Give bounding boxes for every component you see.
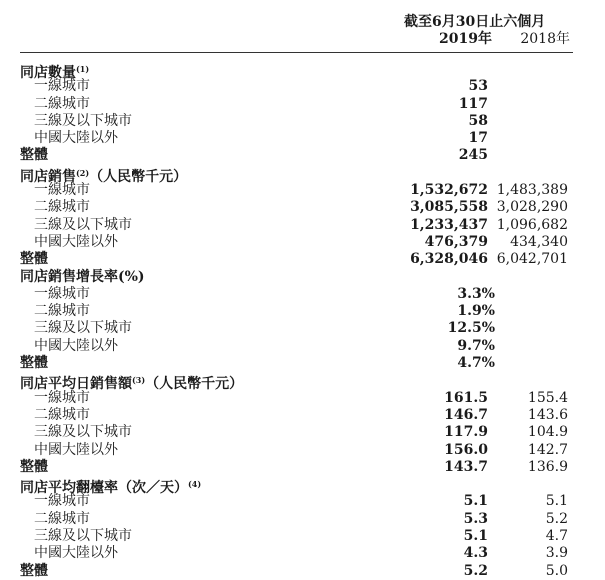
label-text: 同店數量 bbox=[20, 65, 76, 81]
label-text: 二線城市 bbox=[34, 510, 90, 527]
section-row bbox=[0, 372, 605, 393]
value-2019: 5.1 bbox=[463, 528, 488, 545]
label-text: 中國大陸以外 bbox=[34, 441, 118, 458]
label-text: 中國大陸以外 bbox=[34, 130, 118, 147]
row-label bbox=[20, 355, 48, 372]
label-text: 二線城市 bbox=[34, 95, 90, 112]
value-2018: 4.7 bbox=[545, 528, 568, 545]
row-label bbox=[34, 78, 90, 95]
row-label bbox=[34, 545, 118, 562]
table-header bbox=[0, 0, 605, 52]
value-2018: 155.4 bbox=[527, 389, 568, 406]
value-2019: 9.7% bbox=[457, 337, 495, 354]
total-row bbox=[0, 355, 605, 372]
row-label bbox=[34, 182, 90, 199]
row-label bbox=[34, 320, 132, 337]
value-2018: 6,042,701 bbox=[496, 251, 568, 268]
data-table bbox=[0, 61, 605, 580]
unit-text: （人民幣千元） bbox=[89, 168, 188, 185]
period-heading: 截至6月30日止六個月 bbox=[404, 14, 546, 30]
section-title bbox=[20, 269, 145, 286]
value-2019: 245 bbox=[458, 147, 488, 164]
table-row bbox=[0, 511, 605, 528]
value-2019: 17 bbox=[468, 130, 488, 147]
row-label bbox=[34, 303, 90, 320]
table-row bbox=[0, 424, 605, 441]
value-2019: 161.5 bbox=[444, 389, 488, 406]
label-text: 一線城市 bbox=[34, 78, 90, 95]
value-2019: 5.3 bbox=[463, 510, 488, 527]
table-row bbox=[0, 199, 605, 216]
value-2019: 476,379 bbox=[424, 233, 488, 250]
table-row bbox=[0, 234, 605, 251]
value-2019: 5.2 bbox=[463, 562, 488, 579]
value-2018: 104.9 bbox=[527, 424, 568, 441]
label-text: 三線及以下城市 bbox=[34, 216, 132, 233]
table-row bbox=[0, 78, 605, 95]
table-row bbox=[0, 528, 605, 545]
footnote-marker: (4) bbox=[188, 479, 202, 490]
total-row bbox=[0, 459, 605, 476]
section-row bbox=[0, 269, 605, 286]
unit-text: （人民幣千元） bbox=[145, 376, 244, 393]
value-2019: 12.5% bbox=[447, 320, 495, 337]
value-2019: 6,328,046 bbox=[410, 251, 488, 268]
label-text: 中國大陸以外 bbox=[34, 545, 118, 562]
table-row bbox=[0, 338, 605, 355]
value-2019: 143.7 bbox=[444, 458, 488, 475]
label-text: 整體 bbox=[20, 355, 48, 372]
label-text: 同店銷售增長率(%) bbox=[20, 268, 145, 285]
label-text: 整體 bbox=[20, 147, 48, 164]
value-2019: 4.7% bbox=[457, 355, 495, 372]
value-2018: 143.6 bbox=[527, 406, 568, 423]
table-row bbox=[0, 286, 605, 303]
label-text: 三線及以下城市 bbox=[34, 320, 132, 337]
value-2019: 1.9% bbox=[457, 303, 495, 320]
footnote-marker: (3) bbox=[132, 375, 146, 386]
value-2018: 3.9 bbox=[545, 545, 568, 562]
row-label bbox=[34, 199, 90, 216]
label-text: 整體 bbox=[20, 458, 48, 475]
label-text: 中國大陸以外 bbox=[34, 233, 118, 250]
row-label bbox=[34, 511, 90, 528]
row-label bbox=[34, 96, 90, 113]
row-label bbox=[34, 338, 118, 355]
value-2019: 1,532,672 bbox=[410, 182, 488, 199]
value-2019: 3,085,558 bbox=[410, 199, 488, 216]
label-text: 一線城市 bbox=[34, 285, 90, 302]
label-text: 二線城市 bbox=[34, 406, 90, 423]
table-row bbox=[0, 390, 605, 407]
label-text: 同店平均日銷售額 bbox=[20, 376, 132, 393]
table-row bbox=[0, 96, 605, 113]
row-label bbox=[34, 493, 90, 510]
label-text: 二線城市 bbox=[34, 199, 90, 216]
table-row bbox=[0, 130, 605, 147]
label-text: 三線及以下城市 bbox=[34, 424, 132, 441]
table-row bbox=[0, 407, 605, 424]
table-row bbox=[0, 442, 605, 459]
section-row bbox=[0, 476, 605, 497]
row-label bbox=[34, 217, 132, 234]
row-label bbox=[34, 390, 90, 407]
row-label bbox=[34, 113, 132, 130]
value-2018: 3,028,290 bbox=[496, 199, 568, 216]
row-label bbox=[20, 251, 48, 268]
row-label bbox=[34, 442, 118, 459]
column-2018-heading: 2018年 bbox=[520, 31, 570, 47]
table-row bbox=[0, 545, 605, 562]
value-2018: 5.2 bbox=[545, 510, 568, 527]
row-label bbox=[34, 424, 132, 441]
table-row bbox=[0, 320, 605, 337]
row-label bbox=[34, 528, 132, 545]
row-label bbox=[34, 407, 90, 424]
value-2019: 58 bbox=[468, 112, 488, 129]
value-2019: 117 bbox=[458, 95, 488, 112]
row-label bbox=[20, 459, 48, 476]
label-text: 一線城市 bbox=[34, 389, 90, 406]
total-row bbox=[0, 147, 605, 164]
value-2018: 142.7 bbox=[527, 441, 568, 458]
total-row bbox=[0, 251, 605, 268]
value-2018: 5.0 bbox=[545, 562, 568, 579]
value-2019: 5.1 bbox=[463, 493, 488, 510]
value-2019: 4.3 bbox=[463, 545, 488, 562]
value-2018: 5.1 bbox=[545, 493, 568, 510]
footnote-marker: (2) bbox=[76, 167, 90, 178]
value-2019: 117.9 bbox=[444, 424, 488, 441]
value-2018: 1,096,682 bbox=[496, 216, 568, 233]
label-text: 整體 bbox=[20, 562, 48, 579]
table-row bbox=[0, 217, 605, 234]
label-text: 同店銷售 bbox=[20, 168, 76, 185]
table-row bbox=[0, 493, 605, 510]
value-2019: 1,233,437 bbox=[410, 216, 488, 233]
column-2019-heading: 2019年 bbox=[439, 31, 492, 47]
row-label bbox=[34, 130, 118, 147]
section-row bbox=[0, 61, 605, 81]
value-2019: 146.7 bbox=[444, 406, 488, 423]
value-2018: 136.9 bbox=[527, 458, 568, 475]
total-row bbox=[0, 563, 605, 580]
row-label bbox=[20, 147, 48, 164]
table-row bbox=[0, 182, 605, 199]
value-2019: 156.0 bbox=[444, 441, 488, 458]
value-2018: 1,483,389 bbox=[496, 182, 568, 199]
row-label bbox=[34, 286, 90, 303]
label-text: 二線城市 bbox=[34, 303, 90, 320]
label-text: 三線及以下城市 bbox=[34, 528, 132, 545]
label-text: 三線及以下城市 bbox=[34, 112, 132, 129]
label-text: 同店平均翻檯率（次／天） bbox=[20, 480, 188, 497]
label-text: 一線城市 bbox=[34, 182, 90, 199]
value-2018: 434,340 bbox=[510, 233, 568, 250]
value-2019: 53 bbox=[468, 78, 488, 95]
table-row bbox=[0, 303, 605, 320]
header-rule bbox=[20, 52, 573, 53]
label-text: 整體 bbox=[20, 251, 48, 268]
label-text: 中國大陸以外 bbox=[34, 337, 118, 354]
section-row bbox=[0, 165, 605, 185]
value-2019: 3.3% bbox=[457, 285, 495, 302]
table-row bbox=[0, 113, 605, 130]
row-label bbox=[34, 234, 118, 251]
footnote-marker: (1) bbox=[76, 64, 90, 74]
label-text: 一線城市 bbox=[34, 493, 90, 510]
row-label bbox=[20, 563, 48, 580]
